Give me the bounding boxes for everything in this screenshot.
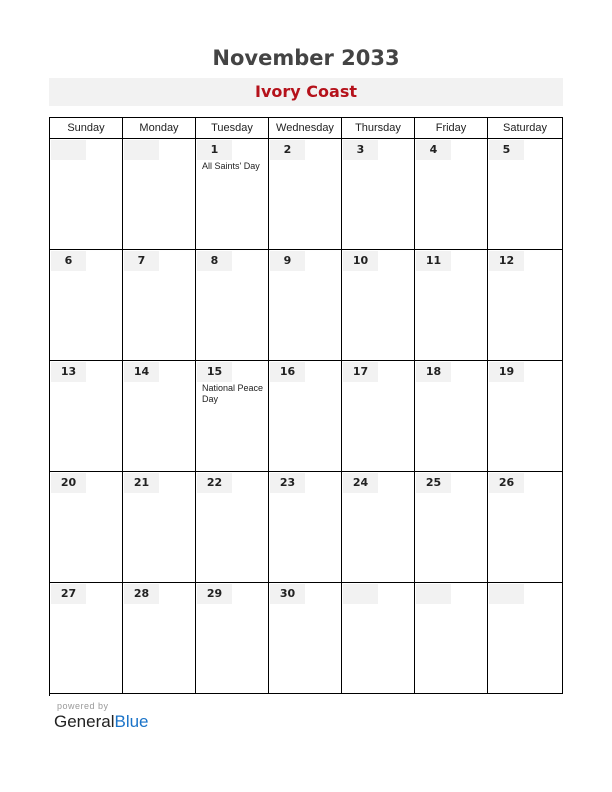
day-number-box <box>51 584 86 604</box>
day-number: 12 <box>498 254 515 267</box>
week-row <box>50 472 563 583</box>
day-number: 7 <box>137 254 146 267</box>
day-cell-9 <box>269 250 342 361</box>
day-cell-3 <box>342 139 415 250</box>
day-cell-21 <box>123 472 196 583</box>
day-number-box <box>51 362 86 382</box>
weekday-header-sunday: Sunday <box>50 118 123 139</box>
day-number-box <box>489 584 524 604</box>
day-number: 15 <box>206 365 223 378</box>
empty-day-cell <box>415 583 488 694</box>
powered-by-text: powered by <box>57 701 109 711</box>
day-number: 11 <box>425 254 442 267</box>
weekday-header-friday: Friday <box>415 118 488 139</box>
day-number-box <box>343 251 378 271</box>
day-number: 29 <box>206 587 223 600</box>
day-cell-17 <box>342 361 415 472</box>
day-number: 9 <box>283 254 292 267</box>
empty-day-cell <box>50 139 123 250</box>
day-number-box <box>489 473 524 493</box>
day-number-box <box>416 584 451 604</box>
day-number <box>124 140 159 160</box>
day-number-box <box>124 140 159 160</box>
day-number: 17 <box>352 365 369 378</box>
day-number-box <box>124 251 159 271</box>
day-number: 27 <box>60 587 77 600</box>
day-number: 16 <box>279 365 296 378</box>
day-number-box <box>416 140 451 160</box>
day-number: 25 <box>425 476 442 489</box>
day-number-box <box>343 473 378 493</box>
calendar-grid <box>49 117 563 696</box>
day-number-box <box>416 362 451 382</box>
day-number: 5 <box>502 143 511 156</box>
empty-day-cell <box>342 583 415 694</box>
week-row <box>50 139 563 250</box>
day-number-box <box>270 140 305 160</box>
day-number-box <box>416 473 451 493</box>
week-row <box>50 583 563 694</box>
country-name: Ivory Coast <box>255 82 357 101</box>
day-number <box>489 584 524 604</box>
day-number-box <box>124 584 159 604</box>
day-cell-8 <box>196 250 269 361</box>
holiday-label: National Peace Day <box>202 383 264 404</box>
day-cell-18 <box>415 361 488 472</box>
day-cell-22 <box>196 472 269 583</box>
weekday-header-saturday: Saturday <box>488 118 563 139</box>
day-number: 26 <box>498 476 515 489</box>
weekday-header-row <box>50 118 563 139</box>
day-number: 23 <box>279 476 296 489</box>
day-number-box <box>124 473 159 493</box>
brand-general: General <box>54 712 115 731</box>
day-cell-10 <box>342 250 415 361</box>
day-cell-6 <box>50 250 123 361</box>
week-row <box>50 361 563 472</box>
day-number: 13 <box>60 365 77 378</box>
day-cell-15 <box>196 361 269 472</box>
day-number-box <box>489 140 524 160</box>
day-number-box <box>197 362 232 382</box>
day-number: 2 <box>283 143 292 156</box>
weekday-header-thursday: Thursday <box>342 118 415 139</box>
week-row <box>50 250 563 361</box>
empty-day-cell <box>488 583 563 694</box>
day-number-box <box>489 251 524 271</box>
weekday-header-tuesday: Tuesday <box>196 118 269 139</box>
day-cell-12 <box>488 250 563 361</box>
day-cell-4 <box>415 139 488 250</box>
day-cell-7 <box>123 250 196 361</box>
day-cell-27 <box>50 583 123 694</box>
day-number-box <box>197 473 232 493</box>
day-number: 18 <box>425 365 442 378</box>
day-number <box>416 584 451 604</box>
day-number-box <box>343 362 378 382</box>
day-number: 1 <box>210 143 219 156</box>
day-number: 22 <box>206 476 223 489</box>
day-number-box <box>124 362 159 382</box>
day-cell-11 <box>415 250 488 361</box>
day-number-box <box>197 140 232 160</box>
day-number-box <box>197 584 232 604</box>
day-cell-2 <box>269 139 342 250</box>
day-cell-14 <box>123 361 196 472</box>
day-number: 3 <box>356 143 365 156</box>
day-number-box <box>270 251 305 271</box>
day-number-box <box>51 140 86 160</box>
day-number <box>51 140 86 160</box>
day-number-box <box>51 251 86 271</box>
brand-blue: Blue <box>114 712 149 731</box>
day-number: 21 <box>133 476 150 489</box>
day-cell-30 <box>269 583 342 694</box>
day-cell-24 <box>342 472 415 583</box>
day-cell-23 <box>269 472 342 583</box>
holiday-label: All Saints' Day <box>202 161 260 171</box>
weekday-header-monday: Monday <box>123 118 196 139</box>
country-banner <box>49 78 563 106</box>
day-number: 4 <box>429 143 438 156</box>
day-cell-1 <box>196 139 269 250</box>
day-number-box <box>343 584 378 604</box>
weekday-header-wednesday: Wednesday <box>269 118 342 139</box>
generalblue-logo[interactable] <box>54 712 149 732</box>
day-cell-25 <box>415 472 488 583</box>
day-cell-20 <box>50 472 123 583</box>
day-cell-26 <box>488 472 563 583</box>
day-number: 19 <box>498 365 515 378</box>
day-number-box <box>270 584 305 604</box>
day-number: 6 <box>64 254 73 267</box>
day-cell-29 <box>196 583 269 694</box>
day-number: 20 <box>60 476 77 489</box>
day-number: 24 <box>352 476 369 489</box>
day-number-box <box>343 140 378 160</box>
day-number-box <box>197 251 232 271</box>
day-number <box>343 584 378 604</box>
day-number: 30 <box>279 587 296 600</box>
day-number-box <box>489 362 524 382</box>
day-cell-5 <box>488 139 563 250</box>
day-number: 10 <box>352 254 369 267</box>
day-number: 28 <box>133 587 150 600</box>
page-title: November 2033 <box>212 46 400 70</box>
day-number-box <box>270 473 305 493</box>
day-cell-28 <box>123 583 196 694</box>
day-number-box <box>416 251 451 271</box>
day-number: 14 <box>133 365 150 378</box>
empty-day-cell <box>123 139 196 250</box>
day-cell-16 <box>269 361 342 472</box>
day-cell-13 <box>50 361 123 472</box>
day-number: 8 <box>210 254 219 267</box>
day-cell-19 <box>488 361 563 472</box>
day-number-box <box>270 362 305 382</box>
day-number-box <box>51 473 86 493</box>
